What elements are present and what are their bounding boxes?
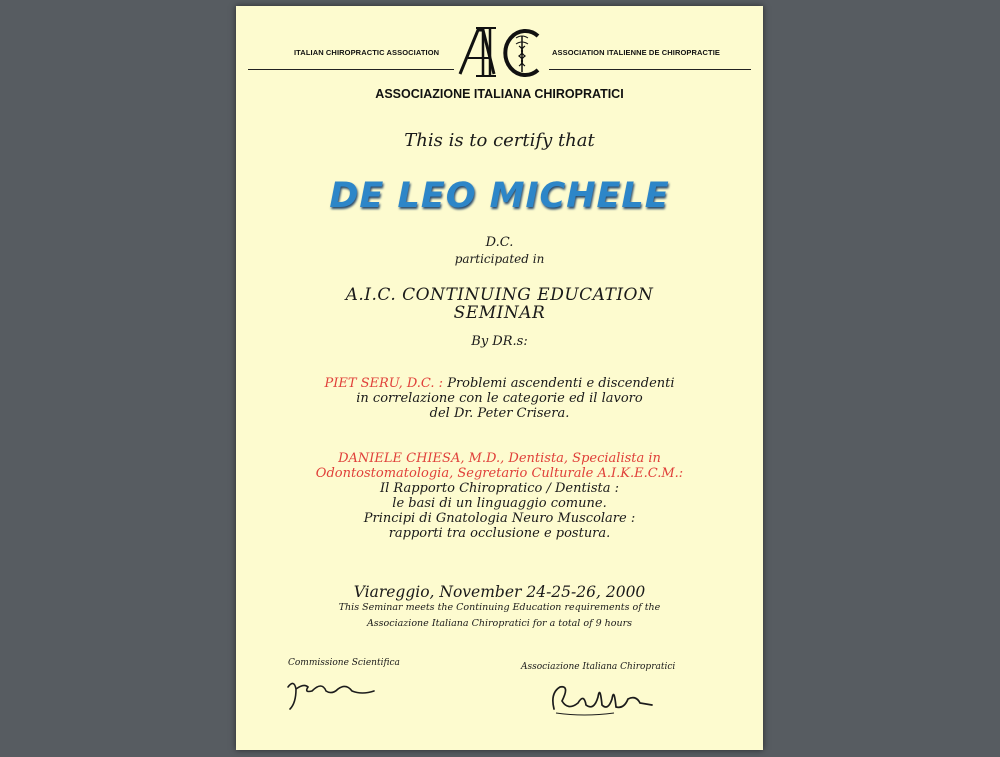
certify-text: This is to certify that: [404, 130, 595, 151]
place-and-date: Viareggio, November 24-25-26, 2000: [353, 583, 646, 601]
signature-label-left: Commissione Scientifica: [288, 658, 400, 668]
header-rule-left: [248, 69, 454, 70]
speaker-2-name-line-1: DANIELE CHIESA, M.D., Dentista, Specialista in: [338, 451, 661, 466]
speaker-2-topic-line-4: rapporti tra occlusione e postura.: [388, 526, 611, 541]
by-doctors-label: By DR.s:: [471, 334, 528, 349]
aic-logo: [456, 24, 548, 80]
association-name-french: ASSOCIATION ITALIENNE DE CHIROPRACTIE: [552, 48, 721, 57]
signature-label-right: Associazione Italiana Chiropratici: [521, 662, 676, 672]
seminar-title-line-1: A.I.C. CONTINUING EDUCATION: [345, 285, 654, 305]
certificate: [236, 6, 763, 750]
participated-text: participated in: [454, 252, 545, 266]
seminar-title-line-2: SEMINAR: [453, 303, 546, 323]
speaker-2-name-line-2: Odontostomatologia, Segretario Culturale A.I.K.E.C.M.:: [315, 466, 684, 481]
recipient-name: DE LEO MICHELE: [329, 176, 670, 216]
speaker-2-block: [236, 451, 763, 541]
speaker-2-topic-line-1: Il Rapporto Chiropratico / Dentista :: [379, 481, 620, 496]
speaker-1-topic-line-1: Problemi ascendenti e discendenti: [443, 376, 675, 391]
recipient-degree: D.C.: [485, 235, 514, 250]
header-rule-right: [549, 69, 751, 70]
speaker-2-topic-line-2: le basi di un linguaggio comune.: [392, 496, 607, 511]
speaker-1-block: [236, 376, 763, 421]
speaker-2-topic-line-3: Principi di Gnatologia Neuro Muscolare :: [363, 511, 636, 526]
association-name-italian: ASSOCIAZIONE ITALIANA CHIROPRATICI: [375, 87, 624, 101]
signature-left: [282, 669, 378, 713]
requirements-line-1: This Seminar meets the Continuing Education requirements of the: [338, 602, 661, 613]
speaker-1-topic-line-2: in correlazione con le categorie ed il lavoro: [356, 391, 643, 406]
speaker-1-name: PIET SERU, D.C. :: [324, 376, 444, 391]
signature-right: [544, 673, 656, 721]
requirements-line-2: Associazione Italiana Chiropratici for a total of 9 hours: [366, 618, 633, 629]
association-name-english: ITALIAN CHIROPRACTIC ASSOCIATION: [294, 48, 440, 57]
speaker-1-topic-line-3: del Dr. Peter Crisera.: [429, 406, 570, 421]
